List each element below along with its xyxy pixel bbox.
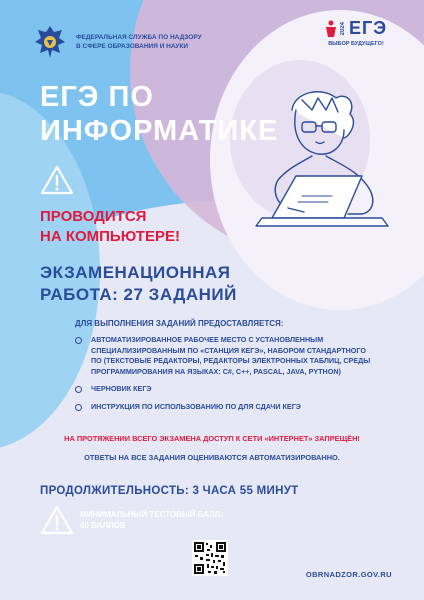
computer-notice <box>40 207 180 247</box>
list-item <box>75 384 375 395</box>
org-name <box>76 33 226 51</box>
exam-work-line-2: РАБОТА: 27 ЗАДАНИЙ <box>40 285 237 304</box>
computer-notice-line-1: ПРОВОДИТСЯ <box>40 208 147 225</box>
provided-heading: ДЛЯ ВЫПОЛНЕНИЯ ЗАДАНИЙ ПРЕДОСТАВЛЯЕТСЯ: <box>75 319 284 328</box>
min-score <box>80 509 223 531</box>
ege-slogan: ВЫБОР БУДУЩЕГО! <box>328 41 384 47</box>
computer-notice-line-2: НА КОМПЬЮТЕРЕ! <box>40 228 180 245</box>
org-header <box>32 22 226 62</box>
list-item <box>75 335 375 377</box>
list-item-text: ЧЕРНОВИК КЕГЭ <box>91 384 152 393</box>
ege-logo <box>320 18 392 47</box>
emblem-icon <box>32 22 68 62</box>
exam-work <box>40 262 237 306</box>
ege-figure-icon <box>325 20 337 38</box>
ege-mark <box>320 18 392 39</box>
list-item <box>75 402 375 413</box>
list-item-text: АВТОМАТИЗИРОВАННОЕ РАБОЧЕЕ МЕСТО С УСТАНОВЛЕННЫМ СПЕЦИАЛИЗИРОВАННЫМ ПО «СТАНЦИЯ КЕГЭ», НАБОРОМ СТАНДАРТНОГО ПО (ТЕКСТОВЫЕ РЕДАКТОРЫ, РЕДАКТОРЫ ЭЛЕКТРОННЫХ ТАБЛИЦ, СРЕДЫ ПРОГРАММИРОВАНИЯ НА ЯЗЫКАХ: C#, C++, PASCAL, JAVA, PYTHON) <box>91 335 371 376</box>
qr-code-icon[interactable] <box>192 540 228 576</box>
bullet-icon <box>75 404 82 411</box>
title-line-2: ИНФОРМАТИКЕ <box>40 115 279 147</box>
student-laptop-illustration <box>232 80 402 255</box>
provided-list <box>75 335 375 419</box>
list-item-text: ИНСТРУКЦИЯ ПО ИСПОЛЬЗОВАНИЮ ПО ДЛЯ СДАЧИ КЕГЭ <box>91 401 301 411</box>
ege-year: 2024 <box>339 21 346 36</box>
min-score-line-2: 40 БАЛЛОВ <box>80 521 126 530</box>
website-link[interactable]: OBRNADZOR.GOV.RU <box>305 570 392 579</box>
min-score-line-1: МИНИМАЛЬНЫЙ ТЕСТОВЫЙ БАЛЛ: <box>80 510 223 519</box>
warning-icon <box>40 505 74 535</box>
org-line-1: ФЕДЕРАЛЬНАЯ СЛУЖБА ПО НАДЗОРУ <box>76 34 202 41</box>
internet-note: НА ПРОТЯЖЕНИИ ВСЕГО ЭКЗАМЕНА ДОСТУП К СЕТИ «ИНТЕРНЕТ» ЗАПРЕЩЁН! <box>64 434 360 443</box>
exam-work-line-1: ЭКЗАМЕНАЦИОННАЯ <box>40 263 231 282</box>
bullet-icon <box>75 386 82 393</box>
warning-icon <box>40 165 74 195</box>
bullet-icon <box>75 337 82 344</box>
ege-word: ЕГЭ <box>348 18 387 38</box>
duration: ПРОДОЛЖИТЕЛЬНОСТЬ: 3 ЧАСА 55 МИНУТ <box>40 485 299 497</box>
auto-note: ОТВЕТЫ НА ВСЕ ЗАДАНИЯ ОЦЕНИВАЮТСЯ АВТОМАТИЗИРОВАННО. <box>84 453 340 462</box>
org-line-2: В СФЕРЕ ОБРАЗОВАНИЯ И НАУКИ <box>76 43 188 50</box>
title-line-1: ЕГЭ ПО <box>40 81 154 113</box>
